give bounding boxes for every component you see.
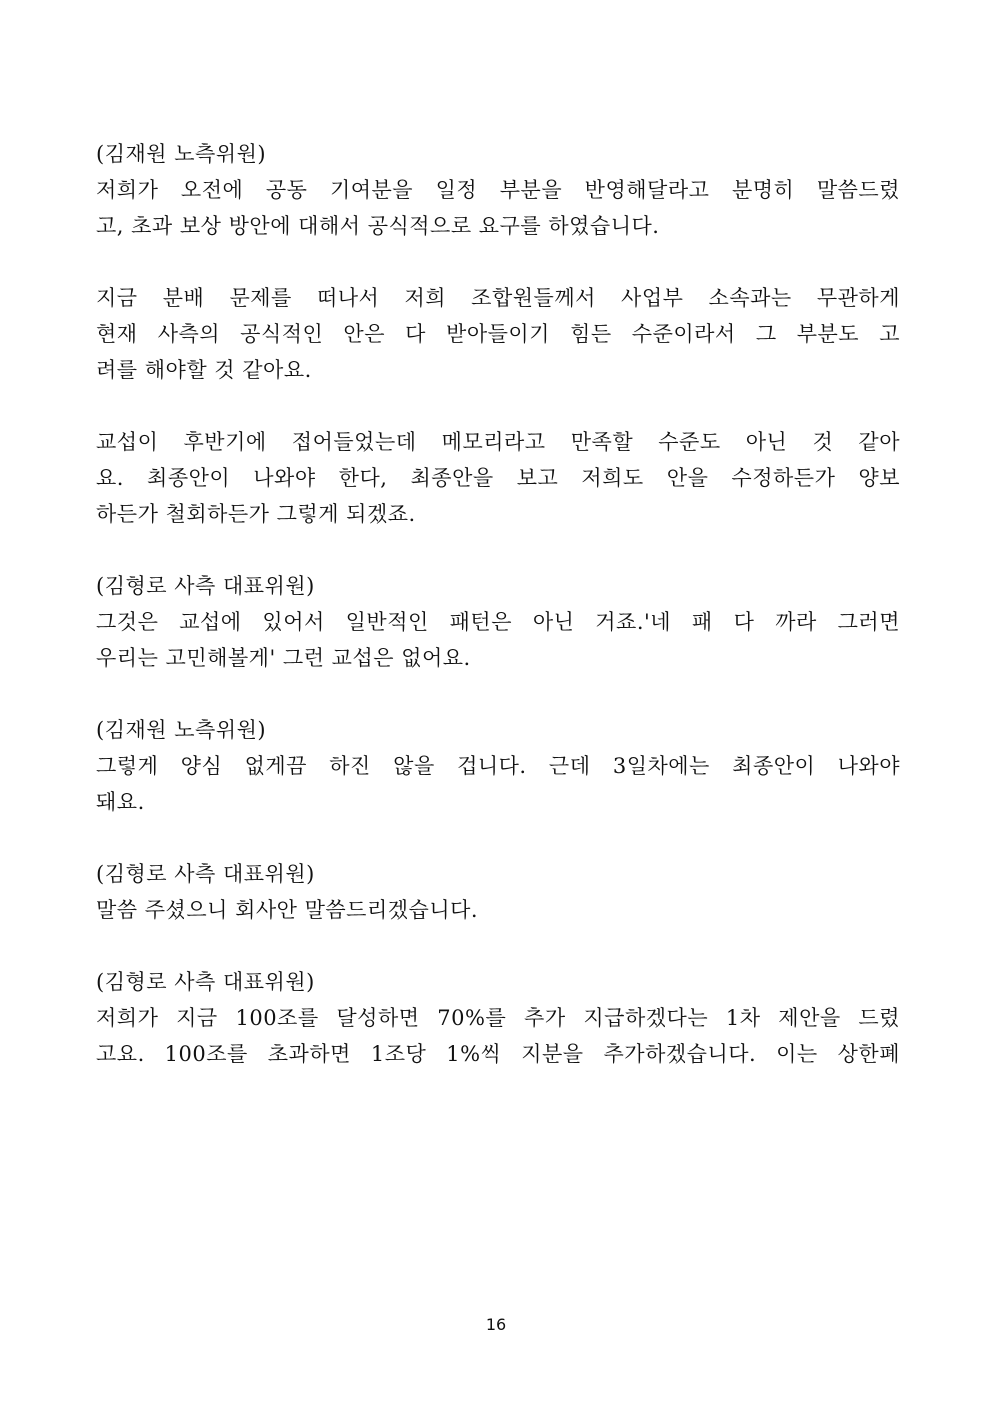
text-line: 돼요. (96, 790, 145, 814)
text-line: 고, 초과 보상 방안에 대해서 공식적으로 요구를 하였습니다. (96, 214, 660, 238)
speaker-label: (김형로 사측 대표위원) (96, 574, 315, 598)
speaker-label: (김재원 노측위원) (96, 142, 267, 166)
text-line: 그렇게 양심 없게끔 하진 않을 겁니다. 근데 3일차에는 최종안이 나와야 (96, 754, 900, 778)
paragraph (96, 1000, 900, 1072)
speaker-block (96, 568, 900, 676)
text-line: 요. 최종안이 나와야 한다, 최종안을 보고 저희도 안을 수정하든가 양보 (96, 466, 900, 490)
speaker-label: (김재원 노측위원) (96, 718, 267, 742)
paragraph (96, 172, 900, 244)
paragraph (96, 424, 900, 532)
speaker-block (96, 136, 900, 532)
transcript-body (96, 136, 900, 1108)
text-line: 지금 분배 문제를 떠나서 저희 조합원들께서 사업부 소속과는 무관하게 (96, 286, 900, 310)
paragraph (96, 604, 900, 676)
text-line: 그것은 교섭에 있어서 일반적인 패턴은 아닌 거죠.'네 패 다 까라 그러면 (96, 610, 900, 634)
speaker-block (96, 856, 900, 928)
speaker-label: (김형로 사측 대표위원) (96, 970, 315, 994)
text-line: 저희가 지금 100조를 달성하면 70%를 추가 지급하겠다는 1차 제안을 드렸 (96, 1006, 900, 1030)
text-line: 려를 해야할 것 같아요. (96, 358, 312, 382)
paragraph (96, 748, 900, 820)
text-line: 말씀 주셨으니 회사안 말씀드리겠습니다. (96, 898, 479, 922)
text-line: 교섭이 후반기에 접어들었는데 메모리라고 만족할 수준도 아닌 것 같아 (96, 430, 900, 454)
text-line: 저희가 오전에 공동 기여분을 일정 부분을 반영해달라고 분명히 말씀드렸 (96, 178, 900, 202)
text-line: 하든가 철회하든가 그렇게 되겠죠. (96, 502, 416, 526)
speaker-label: (김형로 사측 대표위원) (96, 862, 315, 886)
paragraph (96, 892, 900, 928)
speaker-block (96, 964, 900, 1072)
page-number: 16 (485, 1315, 507, 1334)
paragraph (96, 280, 900, 388)
text-line: 우리는 고민해볼게' 그런 교섭은 없어요. (96, 646, 471, 670)
speaker-block (96, 712, 900, 820)
text-line: 현재 사측의 공식적인 안은 다 받아들이기 힘든 수준이라서 그 부분도 고 (96, 322, 900, 346)
text-line: 고요. 100조를 초과하면 1조당 1%씩 지분을 추가하겠습니다. 이는 상한폐 (96, 1042, 900, 1066)
